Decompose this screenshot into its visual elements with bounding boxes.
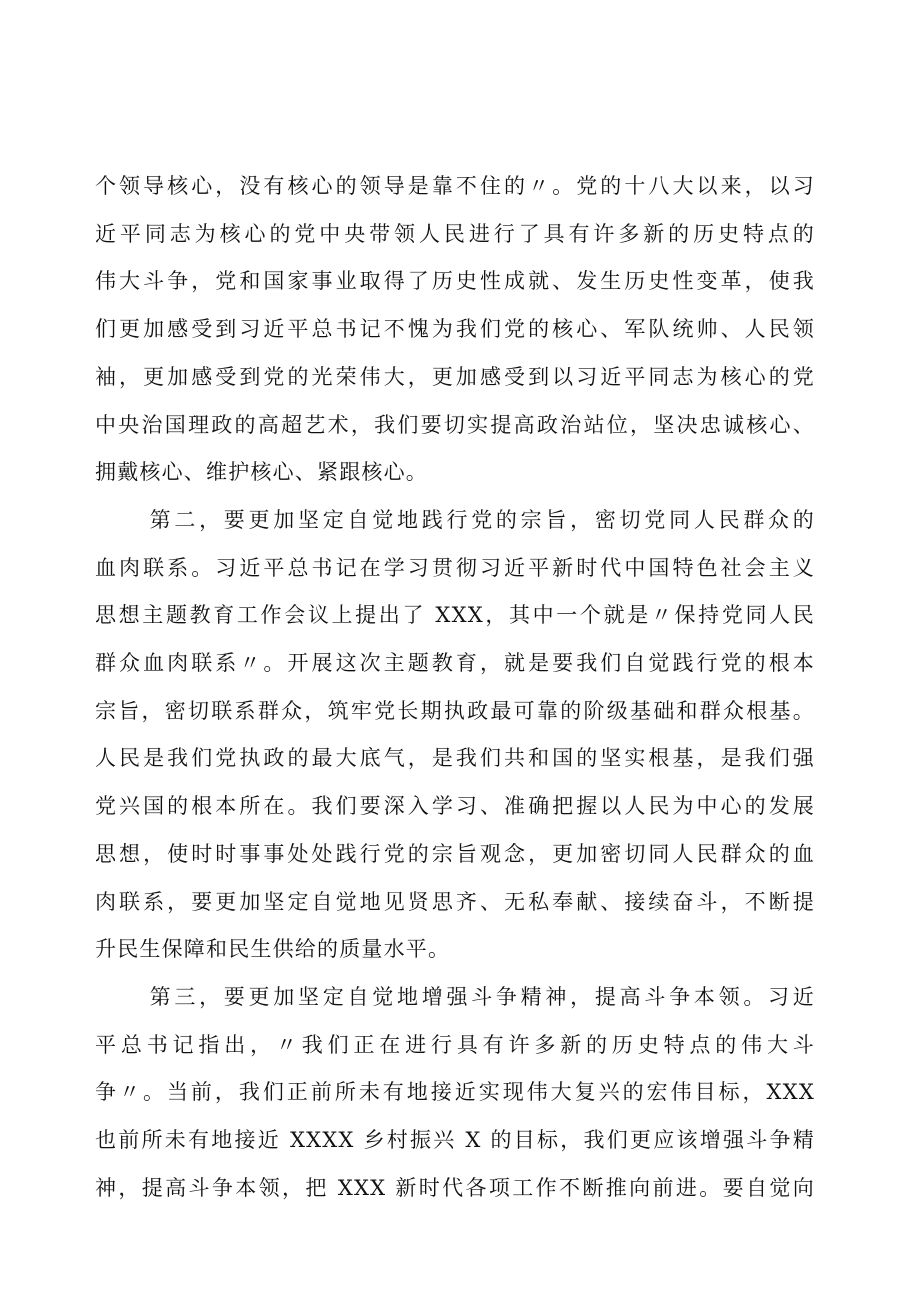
text-line: 第二，要更加坚定自觉地践行党的宗旨，密切党同人民群众的	[149, 507, 815, 532]
text-line: 近平同志为核心的党中央带领人民进行了具有许多新的历史特点的	[95, 221, 815, 246]
text-line: 争〃。当前，我们正前所未有地接近实现伟大复兴的宏伟目标，XXX	[95, 1080, 815, 1105]
text-line: 伟大斗争，党和国家事业取得了历史性成就、发生历史性变革，使我	[95, 269, 815, 294]
text-line: 群众血肉联系〃。开展这次主题教育，就是要我们自觉践行党的根本	[95, 651, 815, 676]
paragraph-2	[95, 497, 815, 974]
text-line: 也前所未有地接近 XXXX 乡村振兴 X 的目标，我们更应该增强斗争精	[95, 1128, 815, 1153]
text-line: 思想主题教育工作会议上提出了 XXX，其中一个就是〃保持党同人民	[95, 603, 815, 628]
text-line: 第三，要更加坚定自觉地增强斗争精神，提高斗争本领。习近	[149, 984, 815, 1009]
text-line: 拥戴核心、维护核心、紧跟核心。	[95, 460, 428, 485]
text-line: 肉联系，要更加坚定自觉地见贤思齐、无私奉献、接续奋斗，不断提	[95, 889, 815, 914]
paragraph-1	[95, 163, 815, 497]
text-line: 神，提高斗争本领，把 XXX 新时代各项工作不断推向前进。要自觉向	[95, 1175, 815, 1200]
text-line: 们更加感受到习近平总书记不愧为我们党的核心、军队统帅、人民领	[95, 317, 815, 342]
document-body	[95, 163, 815, 1212]
text-line: 袖，更加感受到党的光荣伟大，更加感受到以习近平同志为核心的党	[95, 364, 815, 389]
text-line: 人民是我们党执政的最大底气，是我们共和国的坚实根基，是我们强	[95, 746, 815, 771]
text-line: 中央治国理政的高超艺术，我们要切实提高政治站位，坚决忠诚核心、	[95, 412, 815, 437]
paragraph-3	[95, 974, 815, 1213]
text-line: 思想，使时时事事处处践行党的宗旨观念，更加密切同人民群众的血	[95, 841, 815, 866]
text-line: 个领导核心，没有核心的领导是靠不住的〃。党的十八大以来，以习	[95, 174, 815, 198]
text-line: 血肉联系。习近平总书记在学习贯彻习近平新时代中国特色社会主义	[95, 555, 815, 580]
text-line: 党兴国的根本所在。我们要深入学习、准确把握以人民为中心的发展	[95, 794, 815, 819]
text-line: 宗旨，密切联系群众，筑牢党长期执政最可靠的阶级基础和群众根基。	[95, 698, 815, 723]
text-line: 平总书记指出，〃我们正在进行具有许多新的历史特点的伟大斗	[95, 1032, 815, 1057]
text-line: 升民生保障和民生供给的质量水平。	[95, 937, 451, 962]
